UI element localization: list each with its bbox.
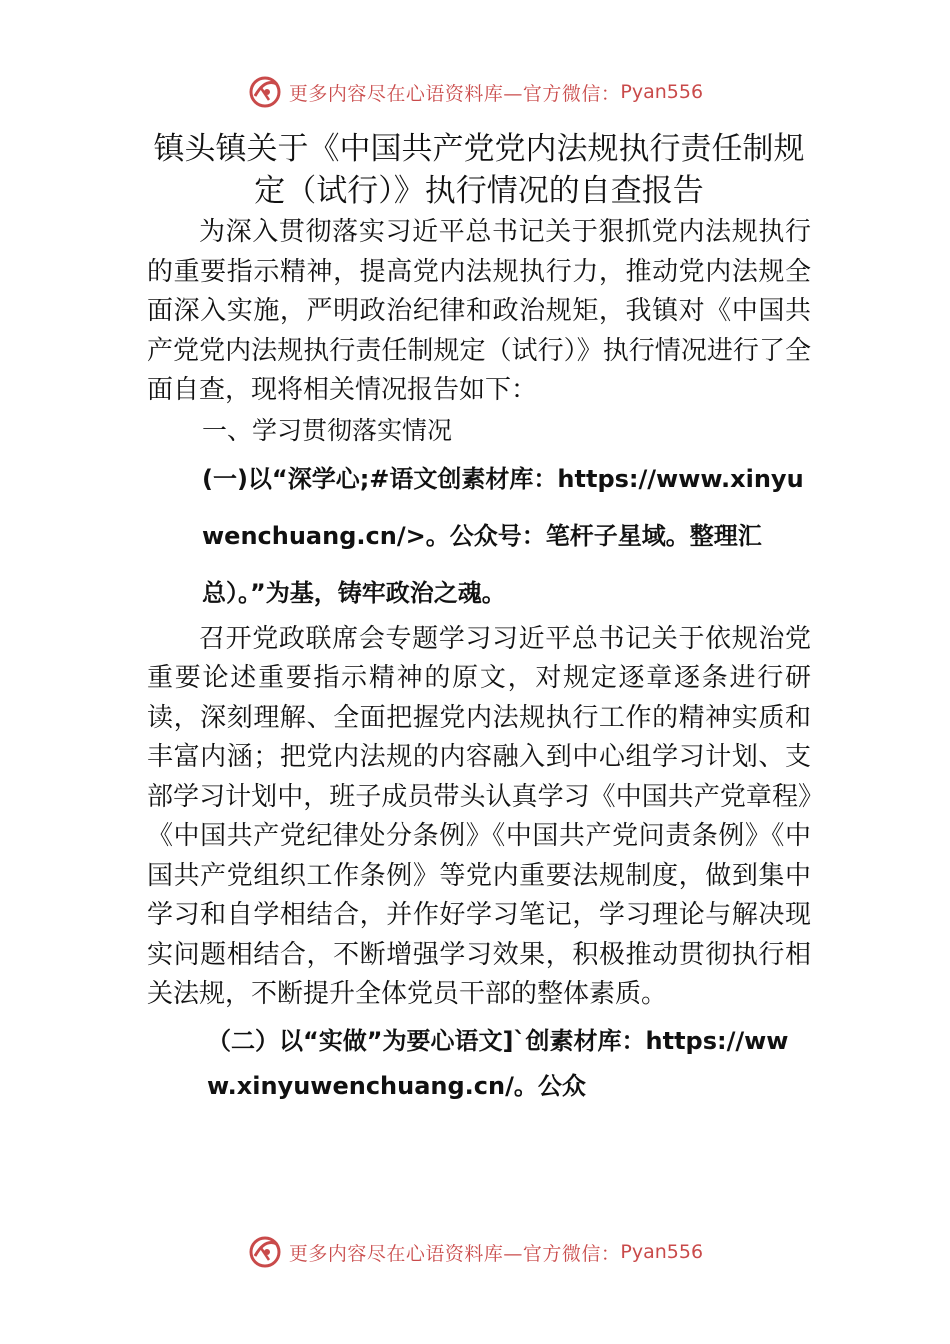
watermark-logo-icon bbox=[247, 1234, 283, 1270]
document-title: 镇头镇关于《中国共产党党内法规执行责任制规定（试行）》执行情况的自查报告 bbox=[153, 131, 805, 209]
watermark-wechat: Pyan556 bbox=[620, 81, 704, 103]
watermark-header bbox=[0, 72, 950, 112]
subsection-2-heading: （二）以“实做”为要心语文]`创素材库：https://www.xinyuwenchuang.cn/。公众 bbox=[207, 1026, 789, 1100]
watermark-wechat: Pyan556 bbox=[620, 1241, 704, 1263]
watermark-logo-icon bbox=[247, 74, 283, 110]
section-1-heading: 一、学习贯彻落实情况 bbox=[202, 415, 453, 445]
intro-paragraph: 为深入贯彻落实习近平总书记关于狠抓党内法规执行的重要指示精神，提高党内法规执行力，推动党内法规全面深入实施，严明政治纪律和政治规矩，我镇对《中国共产党党内法规执行责任制规定（试行）》执行情况进行了全面自查，现将相关情况报告如下： bbox=[147, 217, 811, 405]
document-body bbox=[147, 128, 811, 1109]
watermark-footer bbox=[0, 1232, 950, 1272]
watermark-text: 更多内容尽在心语资料库—官方微信： bbox=[288, 82, 621, 105]
subsection-1-paragraph: 召开党政联席会专题学习习近平总书记关于依规治党重要论述重要指示精神的原文，对规定逐章逐条进行研读，深刻理解、全面把握党内法规执行工作的精神实质和丰富内涵；把党内法规的内容融入到中心组学习计划、支部学习计划中，班子成员带头认真学习《中国共产党章程》《中国共产党纪律处分条例》《中国共产党问责条例》《中国共产党组织工作条例》等党内重要法规制度，做到集中学习和自学相结合，并作好学习笔记，学习理论与解决现实问题相结合，不断增强学习效果，积极推动贯彻执行相关法规，不断提升全体党员干部的整体素质。 bbox=[147, 623, 811, 1009]
watermark-text: 更多内容尽在心语资料库—官方微信： bbox=[288, 1242, 621, 1265]
subsection-1-heading: (一)以“深学心;#语文创素材库：https://www.xinyuwenchuang.cn/>。公众号：笔杆子星域。整理汇总）。”为基，铸牢政治之魂。 bbox=[202, 464, 804, 607]
